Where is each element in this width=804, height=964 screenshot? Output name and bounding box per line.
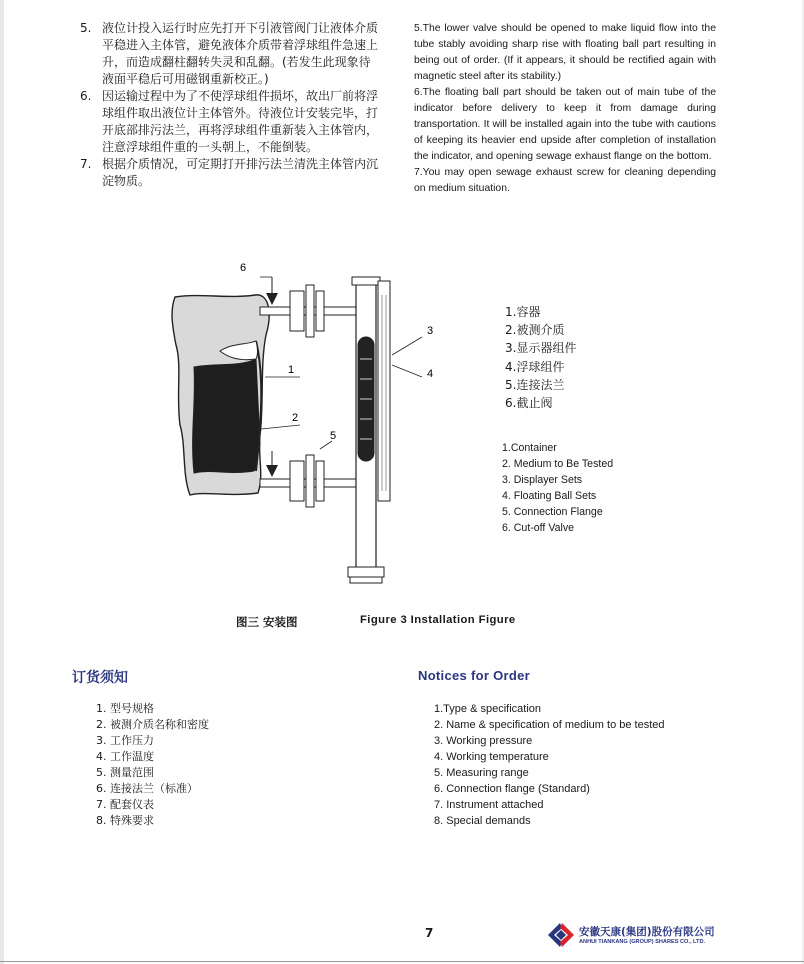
legend-cn-item: 6.截止阀 [505,396,553,411]
order-item-cn: 8. 特殊要求 [96,814,154,827]
callout-6: 6 [240,262,247,274]
instruction-cn-item [80,88,380,156]
legend-en-item: 5. Connection Flange [502,506,603,518]
legend-en-item: 1.Container [502,442,557,454]
order-list-en [434,701,665,829]
displayer-set [378,281,390,501]
instruction-en-paragraph: 5.The lower valve should be opened to make liquid flow into the tube stably avoiding sharp rise with floating ball part resulting in being out of order. (If it appears, it should be rectified again with magnetic steel after its stability.) [414,23,716,82]
instruction-cn-item [80,156,380,190]
page-left-edge [0,0,4,964]
order-item-cn: 1. 型号规格 [96,702,154,715]
legend-cn-item: 1.容器 [505,305,541,319]
order-item-cn: 5. 测量范围 [96,766,154,779]
lower-flange [290,461,304,501]
instruction-en-paragraph: 7.You may open sewage exhaust screw for cleaning depending on medium situation. [414,167,716,194]
legend-cn [505,303,576,412]
order-item-en: 7. Instrument attached [434,799,544,811]
order-item-en: 2. Name & specification of medium to be tested [434,719,665,731]
figure-caption-cn: 图三 安装图 [236,615,298,629]
order-item-en: 1.Type & specification [434,703,542,715]
order-item-en: 4. Working temperature [434,751,549,763]
legend-en-item: 4. Floating Ball Sets [502,490,597,502]
order-heading-cn: 订货须知 [72,670,128,686]
legend-en-item: 3. Displayer Sets [502,474,583,486]
item-number: 7. [80,157,92,171]
company-name-en: ANHUI TIANKANG (GROUP) SHARES CO., LTD. [579,939,706,945]
item-number: 5. [80,21,92,35]
order-item-en: 6. Connection flange (Standard) [434,783,590,795]
callout-3: 3 [427,325,434,337]
order-item-cn: 4. 工作温度 [96,750,154,763]
legend-en-item: 6. Cut-off Valve [502,522,575,534]
item-text: 因运输过程中为了不使浮球组件损坏，故出厂前将浮球组件取出液位计主体管外。待液位计安装完毕，打开底部排污法兰，再将浮球组件重新装入主体管内，注意浮球组件重的一头朝上，不能倒装。 [102,89,379,154]
page-number: 7 [425,926,434,940]
instructions-cn [80,20,380,190]
medium-liquid [193,359,260,473]
instructions-en [414,21,716,197]
order-item-en: 5. Measuring range [434,767,529,779]
callout-1: 1 [288,364,295,376]
item-text: 根据介质情况，可定期打开排污法兰清洗主体管内沉淀物质。 [102,157,379,188]
company-logo-icon [546,922,576,948]
order-item-cn: 3. 工作压力 [96,734,154,747]
order-item-en: 8. Special demands [434,815,531,827]
bottom-flange [348,567,384,577]
callout-5: 5 [330,430,337,442]
order-item-cn: 6. 连接法兰（标准） [96,782,198,795]
order-heading-en: Notices for Order [418,668,531,683]
order-list-cn [96,701,209,829]
lower-valve-icon [266,465,278,477]
bottom-rule [0,961,804,962]
figure-caption-en: Figure 3 Installation Figure [360,614,516,626]
legend-en [502,440,613,536]
legend-cn-item: 4.浮球组件 [505,359,565,374]
item-text: 液位计投入运行时应先打开下引液管阀门让液体介质平稳进入主体管，避免液体介质带着浮球组件急速上升，而造成翻柱翻转失灵和乱翻。(若发生此现象待液面平稳后可用磁钢重新校正。) [102,21,379,86]
order-item-cn: 7. 配套仪表 [96,798,154,811]
item-number: 6. [80,89,92,103]
legend-en-item: 2. Medium to Be Tested [502,458,614,470]
installation-diagram [160,255,460,595]
order-item-cn: 2. 被测介质名称和密度 [96,718,209,731]
upper-flange [290,291,304,331]
company-logo [546,922,722,952]
legend-cn-item: 2.被测介质 [505,323,565,338]
instruction-en-paragraph: 6.The floating ball part should be taken out of main tube of the indicator before delivery to keep it from damage during transportation. It will be installed again into the tube with cautions of keeping its heavier end upside after completion of installation the indicator, and opening sewage exhaust flange on the bottom. [414,87,716,162]
company-name-cn: 安徽天康(集团)股份有限公司 [579,926,715,938]
callout-2: 2 [292,412,299,424]
order-item-en: 3. Working pressure [434,735,533,747]
legend-cn-item: 3.显示器组件 [505,341,577,356]
callout-4: 4 [427,368,434,380]
instruction-cn-item [80,20,380,88]
legend-cn-item: 5.连接法兰 [505,377,565,392]
